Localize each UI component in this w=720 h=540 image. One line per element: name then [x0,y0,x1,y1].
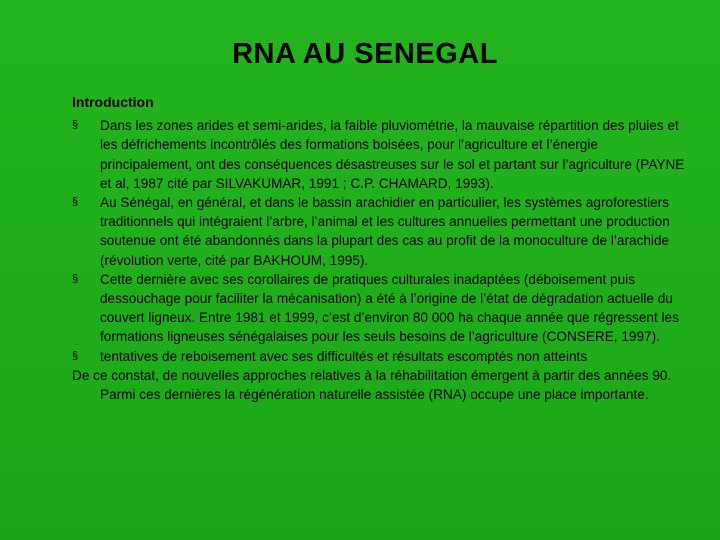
bullet-text: tentatives de reboisement avec ses difficultés et résultats escomptés non atteints [100,348,588,364]
slide-title: RNA AU SENEGAL [232,38,498,70]
bullet-text: Cette dernière avec ses corollaires de pratiques culturales inadaptées (déboisement puis dessouchage pour faciliter la mécanisation) a été à l’origine de l’état de dégradation actuelle du couvert ligneux. Entre 1981 et 1999, c’est d’environ 80 000 ha chaque année que régressent les formations ligneuses sénégalaises pour les seuls besoins de l’agriculture (CONSERE, 1997). [100,271,679,345]
bullet-item-3 [72,270,692,347]
bullet-icon: § [72,196,79,209]
bullet-item-4 [72,347,692,366]
closing-paragraph: De ce constat, de nouvelles approches relatives à la réhabilitation émergent à partir des années 90. Parmi ces dernières la régénération naturelle assistée (RNA) occupe une place importante. [72,367,672,403]
bullet-text: Au Sénégal, en général, et dans le bassin arachidier en particulier, les systèmes agroforestiers traditionnels qui intégraient l’arbre, l’animal et les cultures annuelles permettant une production soutenue ont été abandonnés dans la plupart des cas au profit de la monoculture de l’arachide (révolution verte, cité par BAKHOUM, 1995). [100,195,670,268]
bullet-text: Dans les zones arides et semi-arides, la faible pluviométrie, la mauvaise répartition des pluies et les défrichements incontrôlés des formations boisées, pour l’agriculture et l’énergie principalement, ont des conséquences désastreuses sur le sol et partant sur l’agriculture (PAYNE et al, 1987 cité par SILVAKUMAR, 1991 ; C.P. CHAMARD, 1993). [100,118,685,191]
slide-content [72,93,692,404]
bullet-icon: § [72,119,79,132]
bullet-item-1 [72,116,692,193]
section-heading: Introduction [72,94,154,110]
bullet-item-2 [72,193,692,270]
bullet-icon: § [72,349,79,362]
bullet-icon: § [72,272,79,285]
